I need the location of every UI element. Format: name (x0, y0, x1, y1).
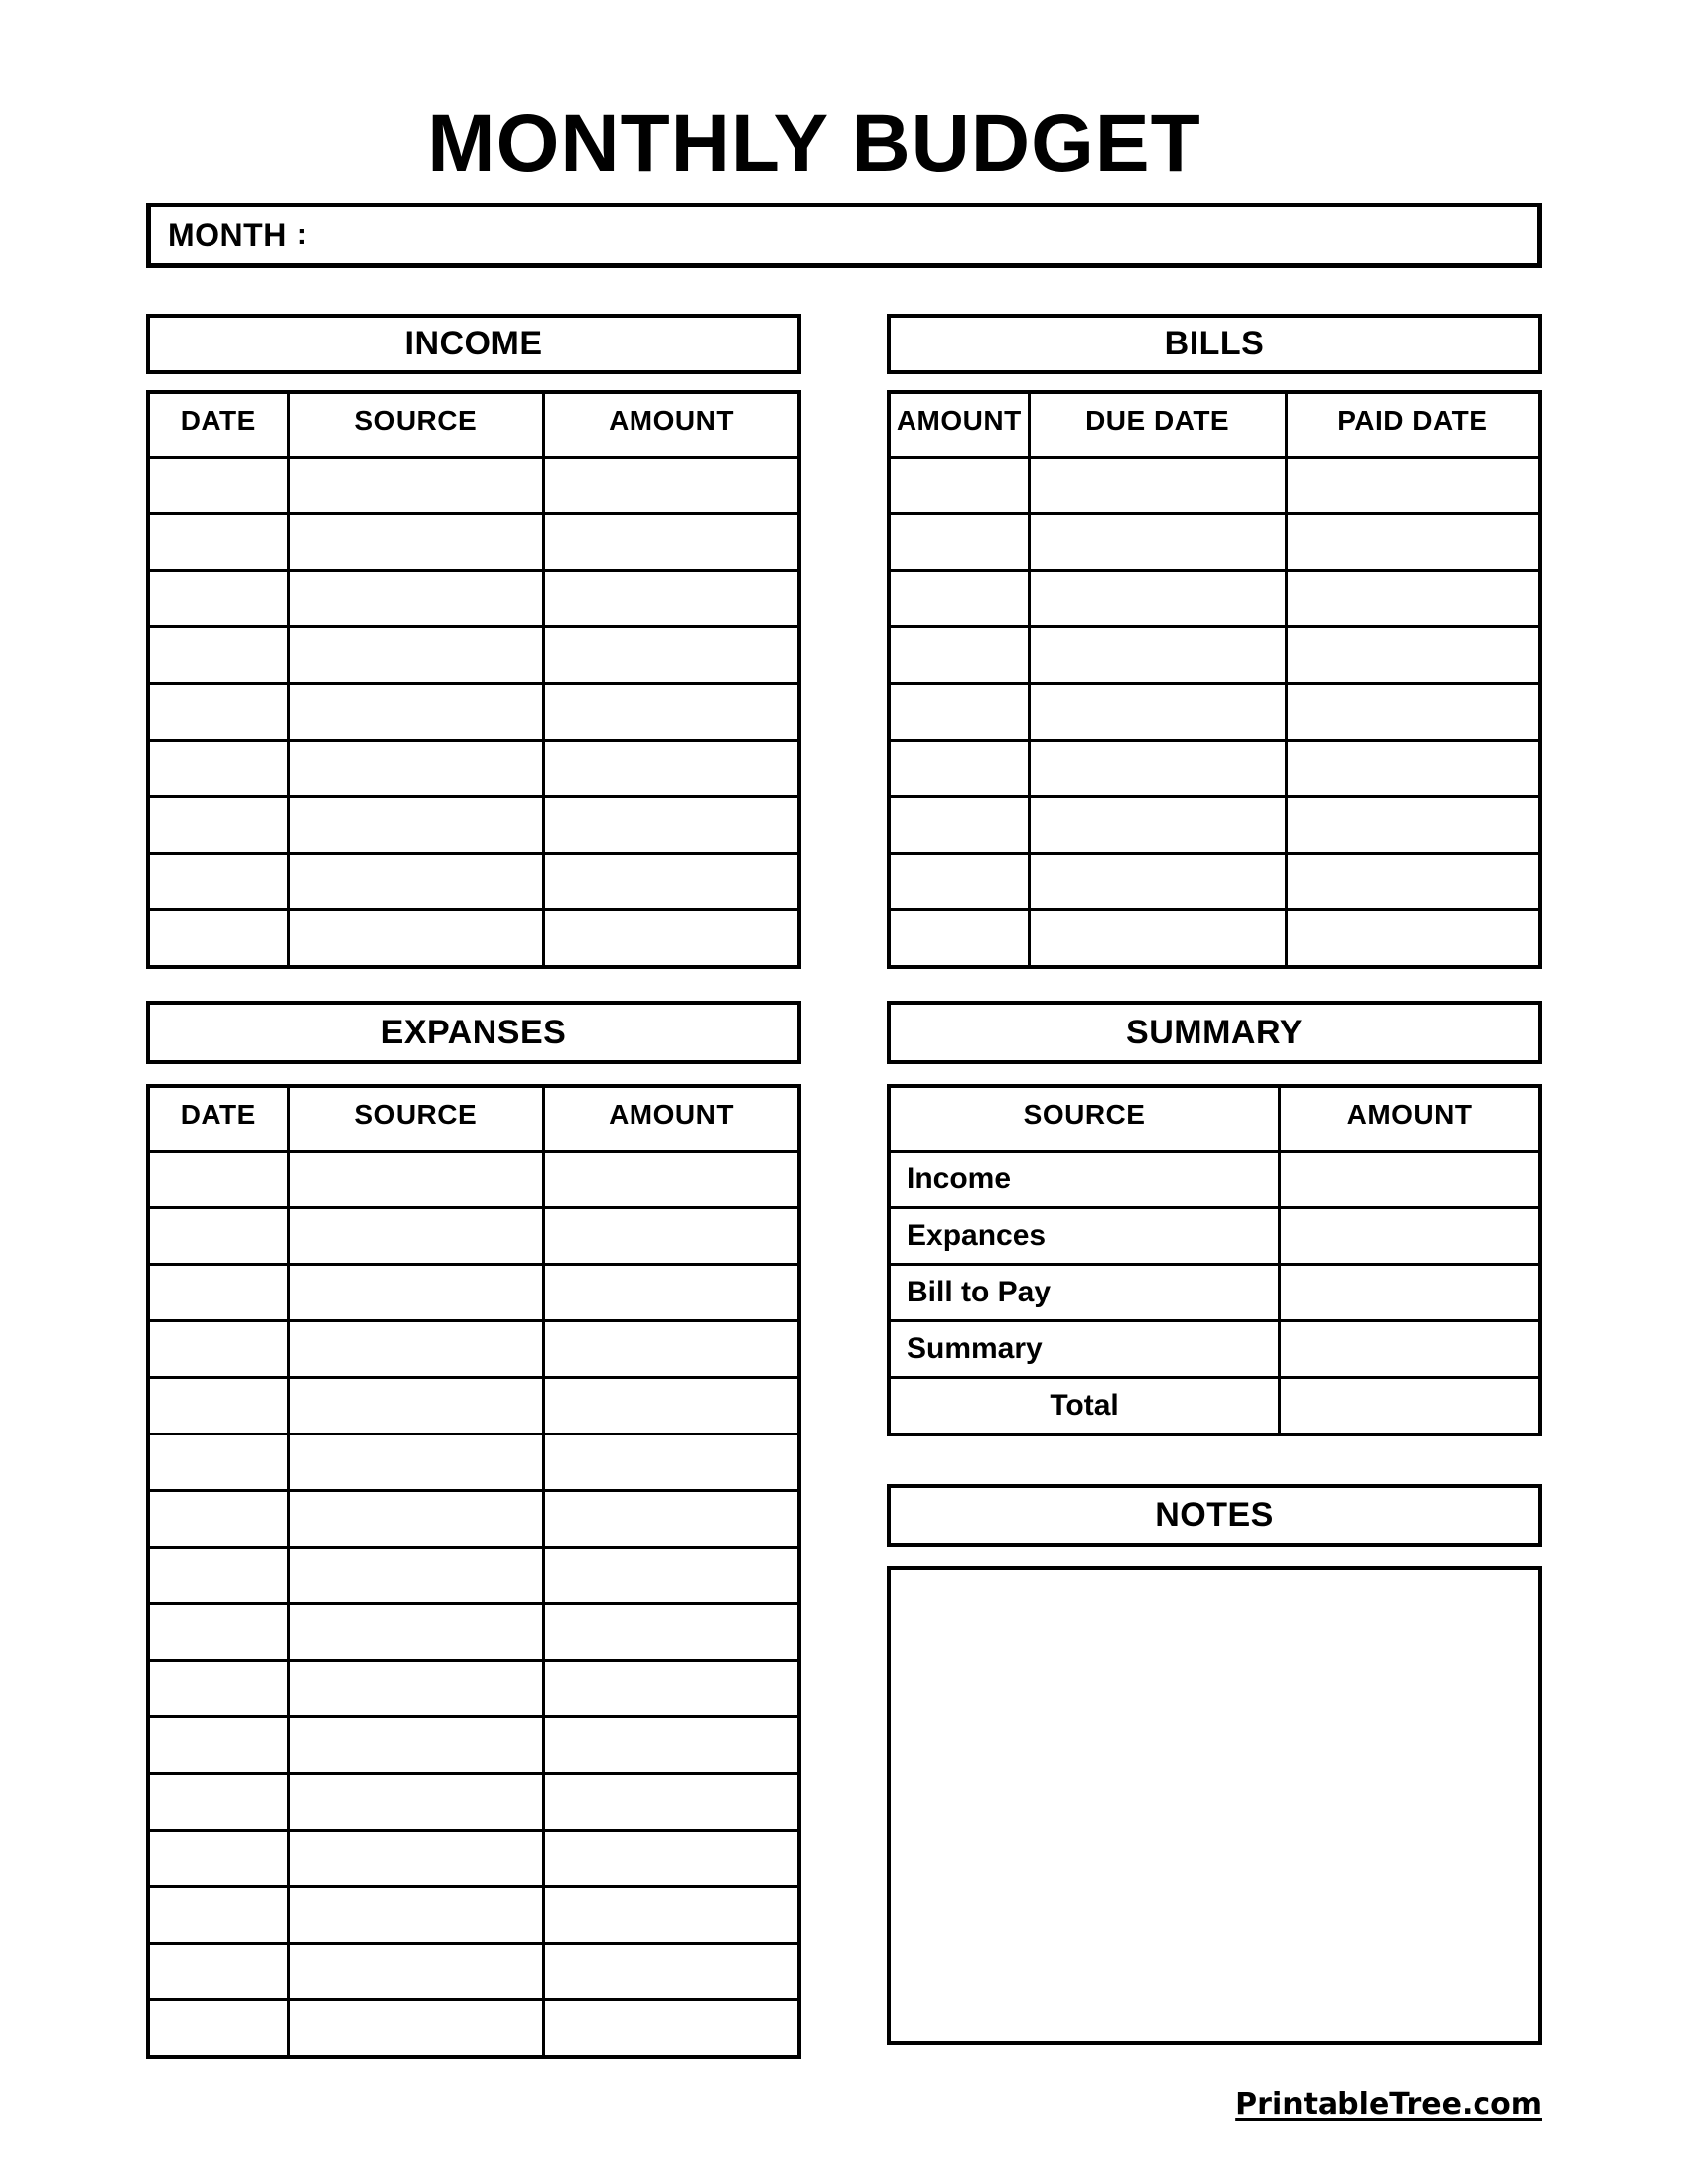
empty-cell[interactable] (288, 797, 543, 854)
summary-amount-summary[interactable] (1280, 1321, 1540, 1378)
bills-row (889, 741, 1540, 797)
summary-col-source: SOURCE (889, 1086, 1280, 1152)
empty-cell[interactable] (148, 1208, 288, 1265)
empty-cell[interactable] (288, 1831, 543, 1887)
empty-cell[interactable] (544, 854, 800, 910)
expanses-row (148, 1774, 799, 1831)
empty-cell[interactable] (148, 1661, 288, 1717)
income-row (148, 627, 799, 684)
empty-cell[interactable] (544, 627, 800, 684)
notes-section-header (887, 1484, 1542, 1547)
month-value-field[interactable] (307, 207, 1537, 263)
empty-cell[interactable] (148, 1548, 288, 1604)
empty-cell[interactable] (544, 1152, 800, 1208)
empty-cell[interactable] (148, 1887, 288, 1944)
empty-cell[interactable] (148, 1378, 288, 1434)
empty-cell[interactable] (288, 514, 543, 571)
income-row (148, 514, 799, 571)
empty-cell[interactable] (544, 684, 800, 741)
empty-cell[interactable] (148, 1944, 288, 2000)
income-section-header (146, 314, 801, 374)
empty-cell[interactable] (1286, 797, 1540, 854)
income-header-row (148, 392, 799, 458)
empty-cell[interactable] (544, 1548, 800, 1604)
empty-cell[interactable] (288, 1208, 543, 1265)
empty-cell[interactable] (148, 571, 288, 627)
empty-cell[interactable] (889, 797, 1029, 854)
bills-section-header (887, 314, 1542, 374)
empty-cell[interactable] (1286, 514, 1540, 571)
income-row (148, 741, 799, 797)
empty-cell[interactable] (288, 2000, 543, 2057)
summary-label-bill-to-pay: Bill to Pay (889, 1265, 1280, 1321)
empty-cell[interactable] (288, 1491, 543, 1548)
summary-row-summary (889, 1321, 1540, 1378)
expanses-col-amount: AMOUNT (544, 1086, 800, 1152)
expanses-row (148, 1434, 799, 1491)
income-row (148, 797, 799, 854)
income-row (148, 910, 799, 967)
empty-cell[interactable] (288, 1717, 543, 1774)
empty-cell[interactable] (288, 1604, 543, 1661)
expanses-row (148, 1717, 799, 1774)
empty-cell[interactable] (1029, 627, 1286, 684)
empty-cell[interactable] (1286, 741, 1540, 797)
expanses-row (148, 1378, 799, 1434)
empty-cell[interactable] (889, 571, 1029, 627)
empty-cell[interactable] (1029, 854, 1286, 910)
expanses-row (148, 1887, 799, 1944)
empty-cell[interactable] (148, 1604, 288, 1661)
empty-cell[interactable] (544, 741, 800, 797)
empty-cell[interactable] (1286, 910, 1540, 967)
empty-cell[interactable] (1286, 458, 1540, 514)
empty-cell[interactable] (544, 1887, 800, 1944)
bills-row (889, 910, 1540, 967)
notes-section-title: NOTES (1155, 1496, 1274, 1534)
expanses-table (146, 1084, 801, 2059)
empty-cell[interactable] (288, 1378, 543, 1434)
empty-cell[interactable] (288, 1434, 543, 1491)
summary-label-expances: Expances (889, 1208, 1280, 1265)
empty-cell[interactable] (544, 1831, 800, 1887)
income-row (148, 458, 799, 514)
empty-cell[interactable] (1029, 684, 1286, 741)
expanses-col-date: DATE (148, 1086, 288, 1152)
expanses-row (148, 1604, 799, 1661)
empty-cell[interactable] (889, 458, 1029, 514)
empty-cell[interactable] (148, 627, 288, 684)
empty-cell[interactable] (148, 1774, 288, 1831)
empty-cell[interactable] (544, 910, 800, 967)
summary-section-title: SUMMARY (1126, 1013, 1303, 1051)
empty-cell[interactable] (544, 1491, 800, 1548)
expanses-row (148, 1491, 799, 1548)
summary-label-total: Total (889, 1378, 1280, 1434)
income-table (146, 390, 801, 969)
empty-cell[interactable] (1029, 797, 1286, 854)
summary-row-expances (889, 1208, 1540, 1265)
empty-cell[interactable] (288, 1152, 543, 1208)
empty-cell[interactable] (544, 458, 800, 514)
expanses-row (148, 1265, 799, 1321)
bills-row (889, 684, 1540, 741)
empty-cell[interactable] (1029, 458, 1286, 514)
summary-amount-expances[interactable] (1280, 1208, 1540, 1265)
empty-cell[interactable] (544, 797, 800, 854)
empty-cell[interactable] (1286, 627, 1540, 684)
month-field-box (146, 203, 1542, 268)
summary-section-header (887, 1001, 1542, 1064)
empty-cell[interactable] (148, 514, 288, 571)
empty-cell[interactable] (1029, 910, 1286, 967)
bills-header-row (889, 392, 1540, 458)
empty-cell[interactable] (148, 1434, 288, 1491)
income-row (148, 854, 799, 910)
summary-col-amount: AMOUNT (1280, 1086, 1540, 1152)
income-section-title: INCOME (404, 325, 543, 362)
empty-cell[interactable] (148, 1831, 288, 1887)
empty-cell[interactable] (544, 1208, 800, 1265)
empty-cell[interactable] (288, 854, 543, 910)
empty-cell[interactable] (544, 2000, 800, 2057)
empty-cell[interactable] (1286, 571, 1540, 627)
month-separator: : (296, 218, 307, 251)
empty-cell[interactable] (1029, 571, 1286, 627)
expanses-row (148, 2000, 799, 2057)
empty-cell[interactable] (148, 854, 288, 910)
expanses-row (148, 1831, 799, 1887)
empty-cell[interactable] (544, 514, 800, 571)
empty-cell[interactable] (288, 627, 543, 684)
bills-row (889, 627, 1540, 684)
expanses-row (148, 1321, 799, 1378)
expanses-row (148, 1208, 799, 1265)
income-row (148, 571, 799, 627)
bills-col-due-date: DUE DATE (1029, 392, 1286, 458)
empty-cell[interactable] (288, 571, 543, 627)
summary-header-row (889, 1086, 1540, 1152)
empty-cell[interactable] (1286, 684, 1540, 741)
expanses-header-row (148, 1086, 799, 1152)
empty-cell[interactable] (544, 1604, 800, 1661)
empty-cell[interactable] (1029, 514, 1286, 571)
summary-row-bill-to-pay (889, 1265, 1540, 1321)
empty-cell[interactable] (288, 1944, 543, 2000)
expanses-row (148, 1661, 799, 1717)
expanses-section-title: EXPANSES (380, 1013, 567, 1051)
empty-cell[interactable] (288, 1774, 543, 1831)
empty-cell[interactable] (544, 1321, 800, 1378)
bills-section-title: BILLS (1164, 325, 1265, 362)
summary-row-total (889, 1378, 1540, 1434)
expanses-row (148, 1152, 799, 1208)
summary-label-summary: Summary (889, 1321, 1280, 1378)
empty-cell[interactable] (148, 741, 288, 797)
summary-amount-total[interactable] (1280, 1378, 1540, 1434)
empty-cell[interactable] (148, 458, 288, 514)
empty-cell[interactable] (288, 1661, 543, 1717)
bills-row (889, 854, 1540, 910)
empty-cell[interactable] (544, 1717, 800, 1774)
empty-cell[interactable] (148, 910, 288, 967)
empty-cell[interactable] (148, 1491, 288, 1548)
income-col-amount: AMOUNT (544, 392, 800, 458)
summary-row-income (889, 1152, 1540, 1208)
expanses-row (148, 1548, 799, 1604)
expanses-row (148, 1944, 799, 2000)
empty-cell[interactable] (148, 1265, 288, 1321)
summary-table (887, 1084, 1542, 1436)
month-label: MONTH (168, 216, 287, 253)
empty-cell[interactable] (288, 910, 543, 967)
empty-cell[interactable] (288, 1887, 543, 1944)
empty-cell[interactable] (148, 684, 288, 741)
summary-amount-income[interactable] (1280, 1152, 1540, 1208)
empty-cell[interactable] (148, 1321, 288, 1378)
empty-cell[interactable] (889, 910, 1029, 967)
income-row (148, 684, 799, 741)
empty-cell[interactable] (288, 684, 543, 741)
empty-cell[interactable] (544, 1265, 800, 1321)
empty-cell[interactable] (889, 684, 1029, 741)
page-title: MONTHLY BUDGET (427, 98, 1201, 189)
bills-col-paid-date: PAID DATE (1286, 392, 1540, 458)
bills-row (889, 458, 1540, 514)
empty-cell[interactable] (288, 1321, 543, 1378)
empty-cell[interactable] (148, 1717, 288, 1774)
empty-cell[interactable] (889, 741, 1029, 797)
empty-cell[interactable] (544, 1434, 800, 1491)
income-col-date: DATE (148, 392, 288, 458)
empty-cell[interactable] (148, 2000, 288, 2057)
empty-cell[interactable] (889, 627, 1029, 684)
empty-cell[interactable] (544, 571, 800, 627)
empty-cell[interactable] (288, 1548, 543, 1604)
bills-row (889, 514, 1540, 571)
empty-cell[interactable] (544, 1378, 800, 1434)
empty-cell[interactable] (889, 514, 1029, 571)
empty-cell[interactable] (288, 741, 543, 797)
bills-col-amount: AMOUNT (889, 392, 1029, 458)
notes-area[interactable] (887, 1566, 1542, 2045)
summary-amount-bill-to-pay[interactable] (1280, 1265, 1540, 1321)
empty-cell[interactable] (544, 1944, 800, 2000)
empty-cell[interactable] (889, 854, 1029, 910)
bills-table (887, 390, 1542, 969)
empty-cell[interactable] (1286, 854, 1540, 910)
empty-cell[interactable] (1029, 741, 1286, 797)
empty-cell[interactable] (288, 1265, 543, 1321)
expanses-col-source: SOURCE (288, 1086, 543, 1152)
income-col-source: SOURCE (288, 392, 543, 458)
empty-cell[interactable] (148, 797, 288, 854)
bills-row (889, 571, 1540, 627)
bills-row (889, 797, 1540, 854)
summary-label-income: Income (889, 1152, 1280, 1208)
empty-cell[interactable] (148, 1152, 288, 1208)
empty-cell[interactable] (544, 1774, 800, 1831)
empty-cell[interactable] (288, 458, 543, 514)
empty-cell[interactable] (544, 1661, 800, 1717)
expanses-section-header (146, 1001, 801, 1064)
footer-site-link[interactable]: PrintableTree.com (1235, 2087, 1542, 2121)
